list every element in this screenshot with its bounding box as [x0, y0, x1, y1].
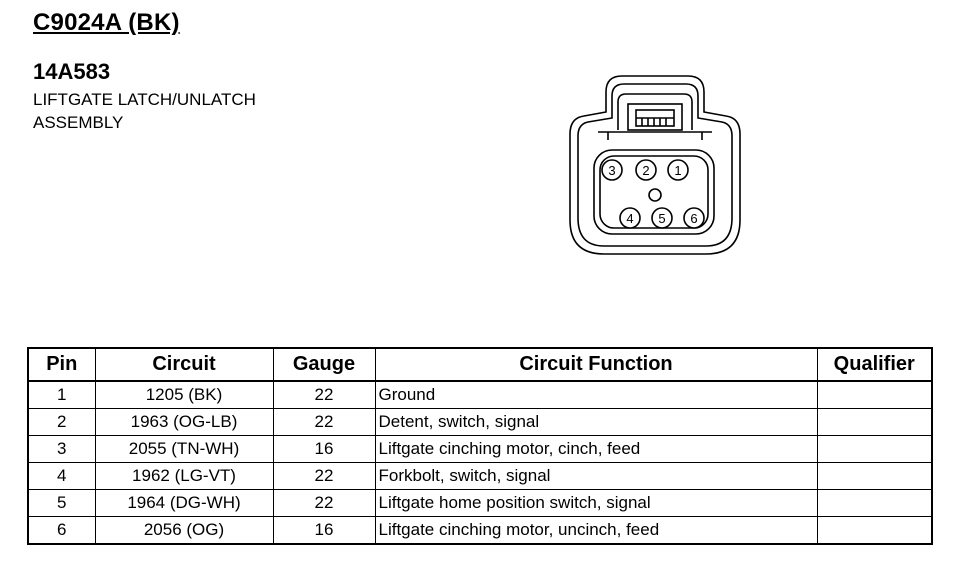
- cell-pin: 3: [28, 436, 95, 463]
- cell-qualifier: [817, 463, 932, 490]
- pin-label-1: 1: [674, 163, 682, 178]
- description-line: ASSEMBLY: [33, 113, 124, 132]
- table-header-row: [28, 348, 932, 381]
- cell-gauge: 22: [273, 490, 375, 517]
- cell-circuit: 1963 (OG-LB): [95, 409, 273, 436]
- pin-label-6: 6: [690, 211, 698, 226]
- part-description: [33, 88, 256, 134]
- cell-pin: 5: [28, 490, 95, 517]
- pin-circles: [602, 160, 704, 228]
- cell-function: Liftgate cinching motor, uncinch, feed: [375, 517, 817, 545]
- header-circuit-function: Circuit Function: [375, 348, 817, 381]
- pin-label-5: 5: [658, 211, 666, 226]
- header-gauge: Gauge: [273, 348, 375, 381]
- header-qualifier: Qualifier: [817, 348, 932, 381]
- cell-function: Ground: [375, 381, 817, 409]
- header-circuit: Circuit: [95, 348, 273, 381]
- part-number: 14A583: [33, 59, 111, 84]
- cell-qualifier: [817, 517, 932, 545]
- cell-qualifier: [817, 381, 932, 409]
- table-row: [28, 517, 932, 545]
- table-row: [28, 463, 932, 490]
- pinout-table: [27, 347, 933, 545]
- cell-pin: 1: [28, 381, 95, 409]
- cell-qualifier: [817, 436, 932, 463]
- cell-function: Liftgate cinching motor, cinch, feed: [375, 436, 817, 463]
- description-line: LIFTGATE LATCH/UNLATCH: [33, 90, 256, 109]
- cell-function: Forkbolt, switch, signal: [375, 463, 817, 490]
- cell-circuit: 2055 (TN-WH): [95, 436, 273, 463]
- cell-gauge: 22: [273, 381, 375, 409]
- pin-label-3: 3: [608, 163, 616, 178]
- connector-id: C9024A (BK): [33, 9, 180, 36]
- cell-function: Detent, switch, signal: [375, 409, 817, 436]
- cell-qualifier: [817, 490, 932, 517]
- cell-pin: 4: [28, 463, 95, 490]
- cell-circuit: 1964 (DG-WH): [95, 490, 273, 517]
- table-row: [28, 436, 932, 463]
- cell-circuit: 1205 (BK): [95, 381, 273, 409]
- table-row: [28, 409, 932, 436]
- cell-qualifier: [817, 409, 932, 436]
- cell-circuit: 2056 (OG): [95, 517, 273, 545]
- header-pin: Pin: [28, 348, 95, 381]
- table-row: [28, 490, 932, 517]
- cell-pin: 2: [28, 409, 95, 436]
- table-row: [28, 381, 932, 409]
- cell-gauge: 16: [273, 517, 375, 545]
- cell-gauge: 22: [273, 463, 375, 490]
- center-key: [649, 189, 661, 201]
- cell-pin: 6: [28, 517, 95, 545]
- cell-circuit: 1962 (LG-VT): [95, 463, 273, 490]
- cell-function: Liftgate home position switch, signal: [375, 490, 817, 517]
- cell-gauge: 22: [273, 409, 375, 436]
- latch-outline: [618, 94, 692, 130]
- cell-gauge: 16: [273, 436, 375, 463]
- connector-face-diagram: [566, 72, 744, 258]
- pin-label-2: 2: [642, 163, 650, 178]
- pin-label-4: 4: [626, 211, 634, 226]
